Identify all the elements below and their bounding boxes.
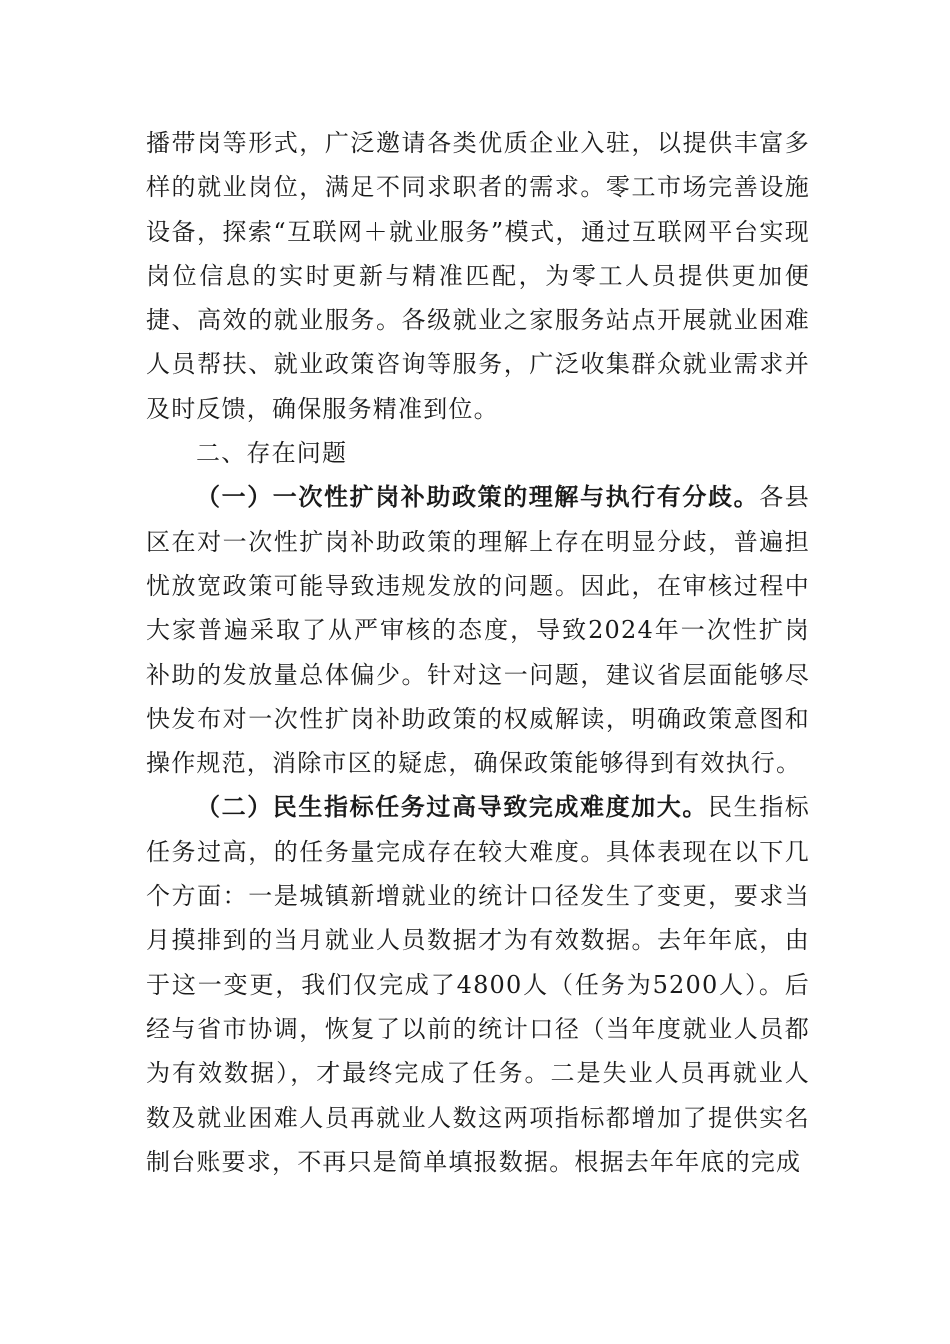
problem-2-lead: （二）民生指标任务过高导致完成难度加大。 bbox=[196, 792, 708, 822]
paragraph-service-measures: 播带岗等形式，广泛邀请各类优质企业入驻，以提供丰富多样的就业岗位，满足不同求职者的需求。零工市场完善设施设备，探索“互联网＋就业服务”模式，通过互联网平台实现岗位信息的实时更新与精准匹配，为零工人员提供更加便捷、高效的就业服务。各级就业之家服务站点开展就业困难人员帮扶、就业政策咨询等服务，广泛收集群众就业需求并及时反馈，确保服务精准到位。 bbox=[146, 129, 810, 423]
section-heading-problems: 二、存在问题 bbox=[196, 439, 348, 468]
problem-1-lead: （一）一次性扩岗补助政策的理解与执行有分歧。 bbox=[196, 482, 760, 512]
paragraph-problem-2 bbox=[146, 785, 810, 1184]
problem-2-text: 民生指标任务过高，的任务量完成存在较大难度。具体表现在以下几个方面：一是城镇新增就业的统计口径发生了变更，要求当月摸排到的当月就业人员数据才为有效数据。去年年底，由于这一变更，我们仅完成了4800人（任务为5200人）。后经与省市协调，恢复了以前的统计口径（当年度就业人员都为有效数据），才最终完成了任务。二是失业人员再就业人数及就业困难人员再就业人数这两项指标都增加了提供实名制台账要求，不再只是简单填报数据。根据去年年底的完成 bbox=[146, 793, 810, 1176]
document-body bbox=[146, 121, 810, 1184]
paragraph-problem-1 bbox=[146, 475, 810, 785]
problem-1-text: 各县区在对一次性扩岗补助政策的理解上存在明显分歧，普遍担忧放宽政策可能导致违规发放的问题。因此，在审核过程中大家普遍采取了从严审核的态度，导致2024年一次性扩岗补助的发放量总体偏少。针对这一问题，建议省层面能够尽快发布对一次性扩岗补助政策的权威解读，明确政策意图和操作规范，消除市区的疑虑，确保政策能够得到有效执行。 bbox=[146, 483, 810, 778]
